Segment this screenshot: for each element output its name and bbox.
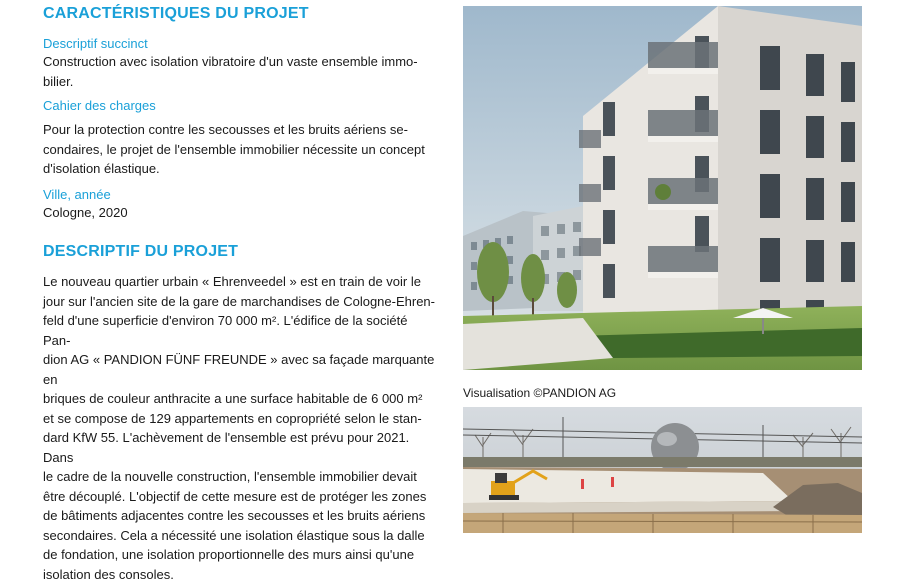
description-line: de bâtiments adjacentes contre les secousses et les bruits aériens: [43, 506, 438, 526]
description-line: et se compose de 129 appartements en copropriété selon le stan-: [43, 409, 438, 429]
descriptif-line: Construction avec isolation vibratoire d'un vaste ensemble immo-: [43, 52, 438, 72]
description-line: de fondation, une isolation proportionnelle des murs ainsi qu'une: [43, 545, 438, 565]
section-title-descriptif: DESCRIPTIF DU PROJET: [43, 242, 238, 262]
description-line: Le nouveau quartier urbain « Ehrenveedel » est en train de voir le: [43, 272, 438, 292]
cahier-line: d'isolation élastique.: [43, 159, 438, 179]
cahier-label: Cahier des charges: [43, 97, 156, 114]
image-caption: Visualisation ©PANDION AG: [463, 385, 616, 401]
descriptif-text: [43, 52, 438, 91]
section-title-caracteristiques: CARACTÉRISTIQUES DU PROJET: [43, 4, 309, 24]
description-line: jour sur l'ancien site de la gare de marchandises de Cologne-Ehren-: [43, 292, 438, 312]
cahier-line: condaires, le projet de l'ensemble immobilier nécessite un concept: [43, 140, 438, 160]
ville-text: Cologne, 2020: [43, 203, 128, 223]
description-line: briques de couleur anthracite a une surface habitable de 6 000 m²: [43, 389, 438, 409]
description-line: feld d'une superficie d'environ 70 000 m². L'édifice de la société Pan-: [43, 311, 438, 350]
construction-site-image: [463, 407, 862, 533]
description-line: dard KfW 55. L'achèvement de l'ensemble est prévu pour 2021. Dans: [43, 428, 438, 467]
description-line: isolation des consoles.: [43, 565, 438, 584]
description-line: secondaires. Cela a nécessité une isolation élastique sous la dalle: [43, 526, 438, 546]
building-visualisation-image: [463, 6, 862, 370]
description-line: être découplé. L'objectif de cette mesure est de protéger les zones: [43, 487, 438, 507]
descriptif-line: bilier.: [43, 72, 438, 92]
cahier-line: Pour la protection contre les secousses et les bruits aériens se-: [43, 120, 438, 140]
description-line: dion AG « PANDION FÜNF FREUNDE » avec sa façade marquante en: [43, 350, 438, 389]
descriptif-label: Descriptif succinct: [43, 35, 148, 52]
project-description: [43, 272, 438, 584]
description-line: le cadre de la nouvelle construction, l'ensemble immobilier devait: [43, 467, 438, 487]
ville-label: Ville, année: [43, 186, 111, 203]
cahier-text: [43, 120, 438, 179]
